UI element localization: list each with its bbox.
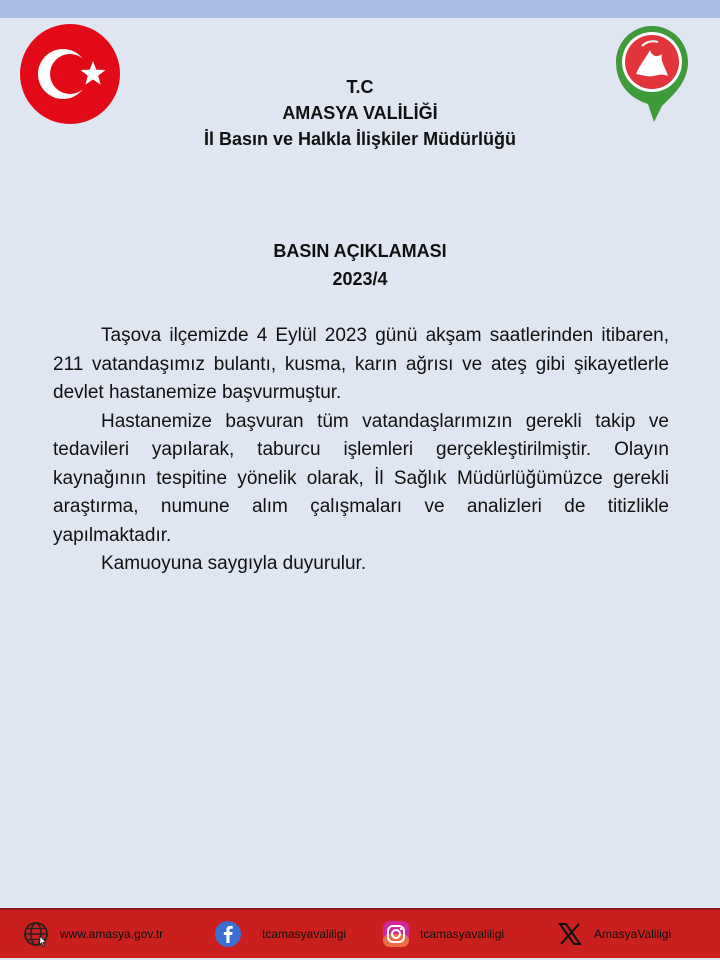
header-directorate: İl Basın ve Halkla İlişkiler Müdürlüğü [203, 129, 517, 149]
x-icon [556, 920, 584, 948]
facebook-label: tcamasyavaliligi [262, 927, 347, 941]
header-tc: T.C [346, 77, 374, 97]
top-strip [0, 0, 720, 18]
paragraph-2: Hastanemize başvuran tüm vatandaşlarımızın gerekli takip ve tedavileri yapılarak, taburcu işlemleri gerçekleştirilmiştir. Olayın kaynağının tespitine yönelik olarak, İl Sağlık Müdürlüğümüzce gerekli araştırma, numune alım çalışmaları ve analizleri de titizlikle yapılmaktadır. [53, 410, 669, 546]
instagram-icon [382, 920, 410, 948]
header-governorship: AMASYA VALİLİĞİ [282, 103, 438, 123]
instagram-label: tcamasyavaliligi [420, 927, 505, 941]
paragraph-3: Kamuoyuna saygıyla duyurulur. [101, 553, 367, 574]
press-release-heading: BASIN AÇIKLAMASI [273, 241, 447, 261]
footer-x[interactable] [556, 910, 671, 958]
footer-website[interactable] [22, 910, 163, 958]
footer-instagram[interactable] [382, 910, 504, 958]
press-release-body [53, 322, 669, 579]
website-label: www.amasya.gov.tr [60, 927, 164, 941]
paragraph-1: Taşova ilçemizde 4 Eylül 2023 günü akşam saatlerinden itibaren, 211 vatandaşımız bulantı, kusma, karın ağrısı ve ateş gibi şikayetlerle devlet hastanemize başvurmuştur. [53, 325, 669, 403]
facebook-icon [214, 920, 242, 948]
footer-bar [0, 908, 720, 958]
x-label: AmasyaValiligi [594, 927, 672, 941]
header [0, 74, 720, 152]
footer-facebook[interactable] [214, 910, 346, 958]
press-release-number: 2023/4 [332, 269, 388, 289]
globe-icon [22, 920, 50, 948]
title-block [0, 237, 720, 293]
